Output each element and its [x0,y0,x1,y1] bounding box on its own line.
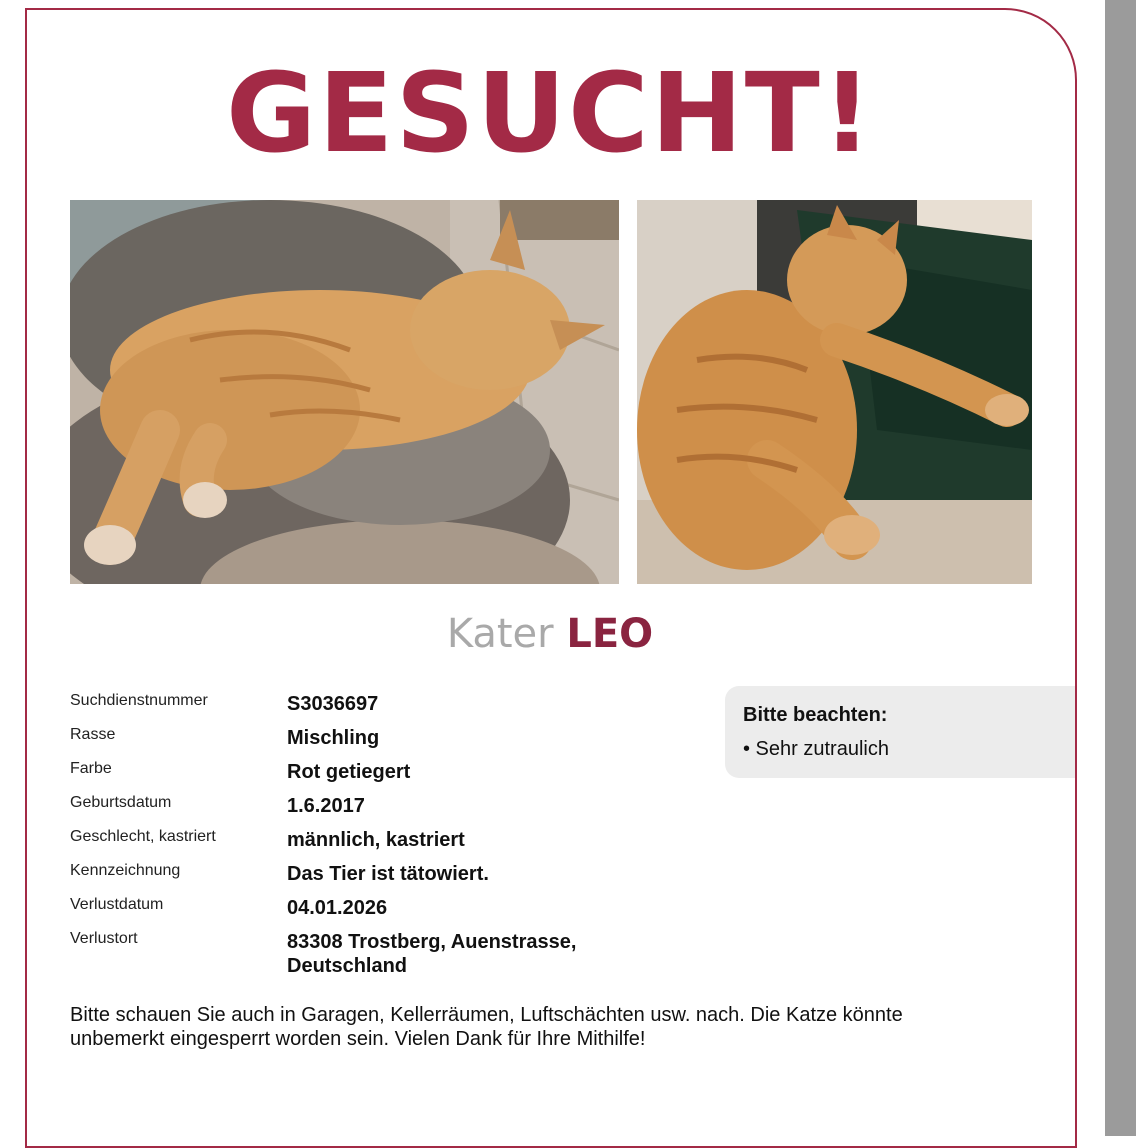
detail-row [70,724,690,758]
detail-row [70,758,690,792]
detail-label: Farbe [70,760,112,777]
detail-row [70,928,690,988]
detail-label: Suchdienstnummer [70,692,208,709]
detail-label: Verlustdatum [70,896,164,913]
cat-photo-on-pillow [637,200,1032,584]
detail-row [70,792,690,826]
detail-value: Rot getiegert [287,761,411,783]
detail-value: S3036697 [287,693,379,715]
detail-value: 83308 Trostberg, Auenstrasse, Deutschland [287,931,577,977]
detail-value: 1.6.2017 [287,795,365,817]
details-table [70,690,690,988]
detail-row [70,894,690,928]
cat-name-heading [0,611,1100,657]
cat-name: LEO [566,611,654,657]
detail-value: Mischling [287,727,380,749]
detail-value: 04.01.2026 [287,897,388,919]
detail-label: Geburtsdatum [70,794,172,811]
scrollbar[interactable] [1105,0,1136,1136]
footer-text: Bitte schauen Sie auch in Garagen, Kellerräumen, Luftschächten usw. nach. Die Katze könnte unbemerkt eingesperrt worden sein. Vielen Dank für Ihre Mithilfe! [70,1004,903,1050]
detail-row [70,860,690,894]
detail-row [70,826,690,860]
detail-value: männlich, kastriert [287,829,465,851]
detail-label: Rasse [70,726,116,743]
detail-value: Das Tier ist tätowiert. [287,863,489,885]
cat-name-prefix: Kater [446,611,554,657]
notice-box [725,686,1075,778]
detail-label: Geschlecht, kastriert [70,828,216,845]
detail-label: Kennzeichnung [70,862,181,879]
notice-item: • Sehr zutraulich [743,738,889,760]
detail-row [70,690,690,724]
detail-label: Verlustort [70,930,138,947]
notice-title: Bitte beachten: [743,704,888,726]
cat-photo-sleeping-in-bed [70,200,619,584]
poster-headline: GESUCHT! [226,49,874,177]
